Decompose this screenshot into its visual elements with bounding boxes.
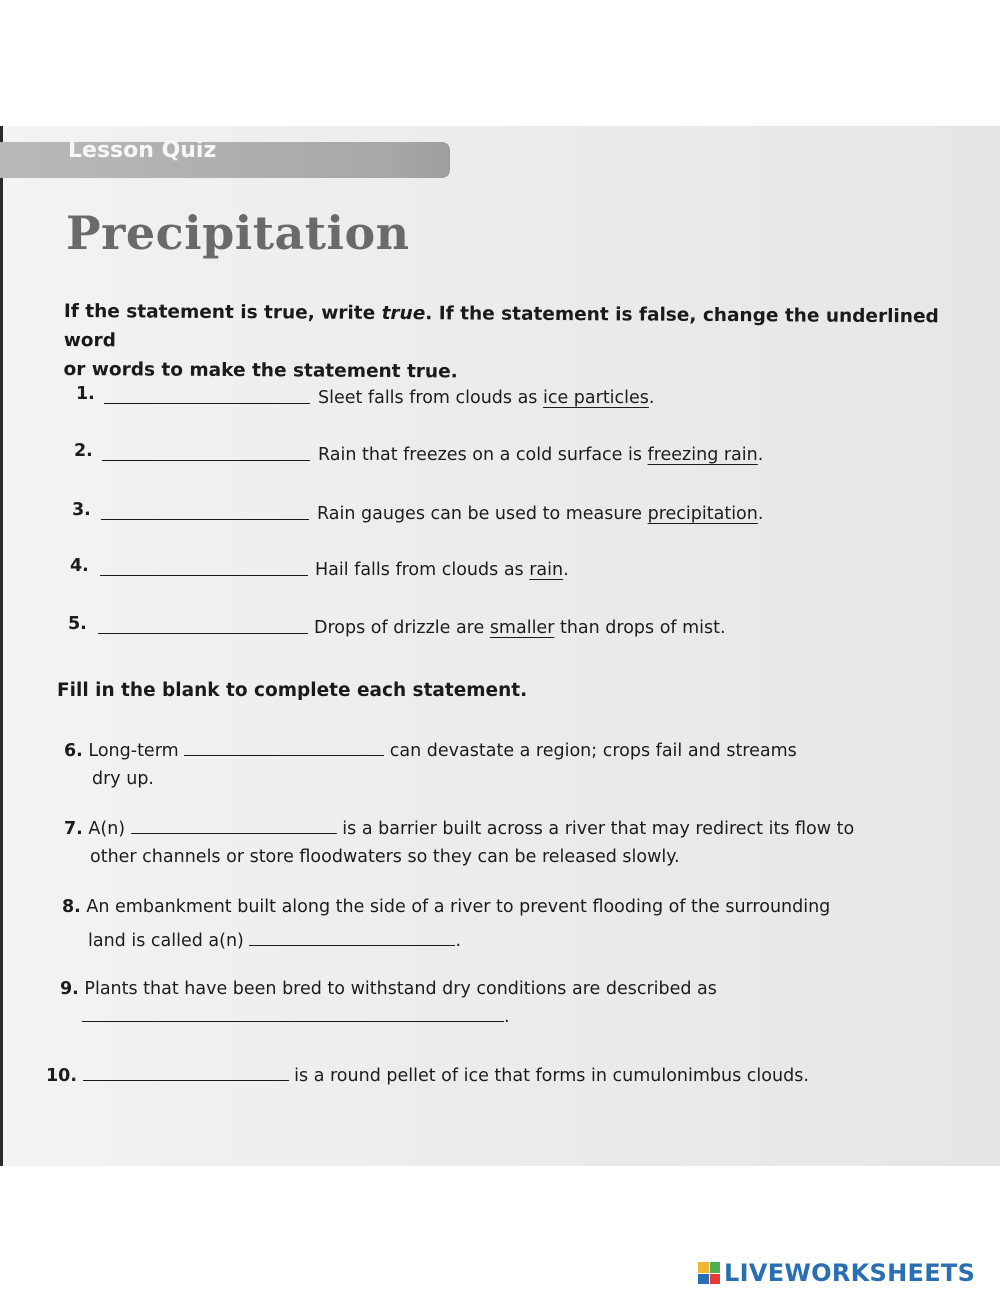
fill-item-8: [62, 890, 830, 958]
item-number: 7.: [64, 819, 83, 839]
true-false-item-3: [0, 500, 1000, 526]
statement-text: Hail falls from clouds as rain.: [315, 560, 569, 580]
answer-blank-2[interactable]: [102, 460, 310, 461]
logo-tile: [710, 1274, 721, 1285]
answer-blank-5[interactable]: [98, 633, 308, 634]
fill-item-7: [64, 815, 854, 871]
statement-text: Drops of drizzle are smaller than drops of mist.: [314, 618, 726, 638]
liveworksheets-logo[interactable]: [698, 1256, 975, 1290]
answer-blank-7[interactable]: [131, 815, 337, 834]
answer-blank-1[interactable]: [104, 403, 310, 404]
item-number: 4.: [70, 556, 89, 576]
fill-item-10: [46, 1062, 809, 1090]
answer-blank-8[interactable]: [249, 927, 455, 946]
item-text: can devastate a region; crops fail and streams: [389, 741, 797, 761]
statement-text: Sleet falls from clouds as ice particles.: [318, 388, 655, 408]
fill-item-6: [64, 737, 797, 793]
item-text: land is called a(n): [88, 931, 244, 951]
item-text: .: [455, 931, 462, 951]
true-false-item-5: [0, 614, 1000, 640]
true-false-item-2: [0, 441, 1000, 467]
answer-blank-4[interactable]: [100, 575, 308, 576]
banner-label: Lesson Quiz: [68, 138, 217, 163]
logo-tile: [710, 1262, 721, 1273]
item-number: 5.: [68, 614, 87, 634]
item-number: 1.: [76, 384, 95, 404]
fill-item-9: [60, 975, 717, 1031]
item-text: Long-term: [88, 741, 179, 761]
item-text: is a barrier built across a river that may redirect its flow to: [342, 819, 855, 839]
item-text: .: [504, 1007, 510, 1027]
item-number: 9.: [60, 979, 79, 999]
instruction-line-2: or words to make the statement true.: [63, 358, 458, 383]
true-false-item-4: [0, 556, 1000, 582]
brand-name: LIVEWORKSHEETS: [724, 1259, 976, 1287]
item-text: dry up.: [92, 769, 154, 789]
statement-text: Rain gauges can be used to measure precipitation.: [317, 504, 764, 524]
answer-blank-10[interactable]: [83, 1062, 289, 1081]
underlined-term: smaller: [489, 618, 555, 638]
italic-true-word: true: [381, 302, 426, 325]
underlined-term: precipitation: [647, 504, 758, 524]
logo-tile: [698, 1274, 709, 1285]
item-number: 2.: [74, 441, 93, 461]
underlined-term: ice particles: [542, 388, 649, 408]
answer-blank-6[interactable]: [184, 737, 384, 756]
item-number: 3.: [72, 500, 91, 520]
true-false-item-1: [0, 384, 1000, 410]
logo-tile: [698, 1262, 709, 1273]
page-title: Precipitation: [66, 206, 410, 260]
item-number: 6.: [64, 741, 83, 761]
item-number: 8.: [62, 897, 81, 917]
item-text: is a round pellet of ice that forms in cumulonimbus clouds.: [294, 1066, 809, 1086]
underlined-term: freezing rain: [647, 445, 758, 465]
answer-blank-9[interactable]: [82, 1003, 504, 1022]
item-text: Plants that have been bred to withstand dry conditions are described as: [84, 979, 717, 999]
logo-icon: [698, 1262, 720, 1284]
underlined-term: rain: [529, 560, 564, 580]
item-text: other channels or store floodwaters so they can be released slowly.: [90, 847, 680, 867]
statement-text: Rain that freezes on a cold surface is freezing rain.: [318, 445, 764, 465]
item-number: 10.: [46, 1066, 78, 1086]
true-false-instructions: [63, 297, 974, 390]
instruction-line-1: If the statement is true, write true. If the statement is false, change the underlined word: [63, 300, 939, 352]
fill-in-instructions: Fill in the blank to complete each statement.: [57, 680, 528, 701]
item-text: An embankment built along the side of a river to prevent flooding of the surrounding: [86, 897, 831, 917]
item-text: A(n): [88, 819, 126, 839]
answer-blank-3[interactable]: [101, 519, 309, 520]
